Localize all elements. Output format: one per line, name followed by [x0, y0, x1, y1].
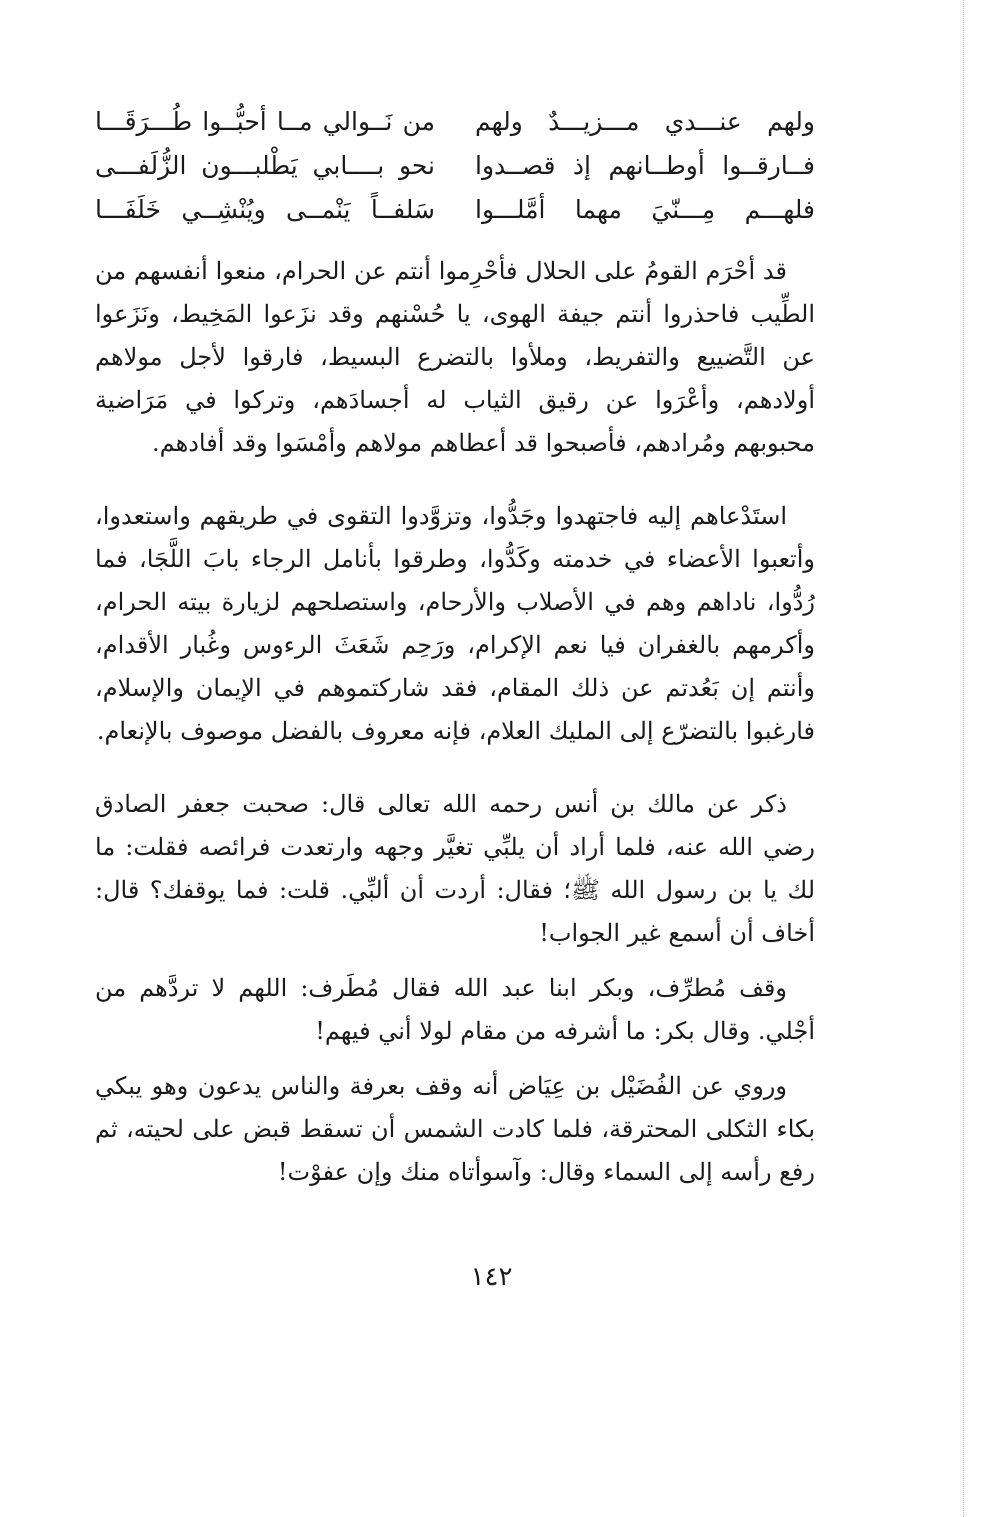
section-gap [95, 753, 815, 783]
page-number: ١٤٢ [470, 1262, 513, 1292]
section-gap [95, 1053, 815, 1065]
section-gap [95, 955, 815, 967]
paragraph-invitation: استَدْعاهم إليه فاجتهدوا وجَدُّوا، وتزوَّدوا التقوى في طريقهم واستعدوا، وأتعبوا الأعضاء في خدمته وكَدُّوا، وطرقوا بأنامل الرجاء بابَ اللَّجَا، فما رُدُّوا، ناداهم وهم في الأصلاب والأرحام، واستصلحهم لزيارة بيته الحرام، وأكرمهم بالغفران فيا نعم الإكرام، ورَحِم شَعَثَ الرءوس وغُبار الأقدام، وأنتم إن بَعُدتم عن ذلك المقام، فقد شاركتموهم في الإيمان والإسلام، فارغبوا بالتضرّع إلى المليك العلام، فإنه معروف بالفضل موصوف بالإنعام. [95, 502, 815, 745]
verse-2-first-hemistich: فــارقــوا أوطــانهم إذ قصــدوا [475, 151, 815, 180]
paragraph-fudayl: وروي عن الفُضَيْل بن عِيَاض أنه وقف بعرفة والناس يدعون وهو يبكي بكاء الثكلى المحترقة، فلما كادت الشمس أن تسقط قبض على لحيته، ثم رفع رأسه إلى السماء وقال: وآسوأتاه منك وإن عفوْت! [95, 1072, 815, 1186]
verse-3-first-hemistich: فلهـــم مِـــنّيَ مهما أمَّلـــوا [475, 195, 815, 224]
verse-1-second-hemistich: من نَــوالي مــا أحبُّــوا طُـــرَقَـــا [95, 107, 435, 136]
verse-2-second-hemistich: نحو بــــابي يَطْلبـــون الزُّلَفـــى [95, 151, 435, 180]
poem-verses [95, 100, 815, 232]
verse-3-second-hemistich: سَلفــاً يَنْمــى ويُنْشِــي خَلَفَـــا [95, 195, 435, 224]
section-gap [95, 465, 815, 495]
page-body [95, 100, 815, 1194]
paragraph-pilgrims-ihram: قد أحْرَم القومُ على الحلال فأحْرِموا أنتم عن الحرام، منعوا أنفسهم من الطِّيب فاحذروا أنتم جيفة الهوى، يا حُسْنهم وقد نزَعوا المَخِيط، ونَزَعوا عن التَّضييع والتفريط، وملأوا بالتضرع البسيط، فارقوا لأجل مولاهم أولادهم، وأعْرَوا عن رقيق الثياب له أجسادَهم، وتركوا في مَرَاضية محبوبهم ومُرادهم، فأصبحوا قد أعطاهم مولاهم وأمْسَوا وقد أفادهم. [95, 257, 815, 457]
paragraph-malik-jafar: ذكر عن مالك بن أنس رحمه الله تعالى قال: صحبت جعفر الصادق رضي الله عنه، فلما أراد أن يلبِّي تغيَّر وجهه وارتعدت فرائصه فقلت: ما لك يا بن رسول الله ﷺ؛ فقال: أردت أن ألبِّي. قلت: فما يوقفك؟ قال: أخاف أن أسمع غير الجواب! [95, 790, 815, 947]
paragraph-mutarrif-bakr: وقف مُطرِّف، وبكر ابنا عبد الله فقال مُطَرف: اللهم لا تردَّهم من أجْلي. وقال بكر: ما أشرفه من مقام لولا أني فيهم! [95, 974, 815, 1045]
verse-1-first-hemistich: ولهم عنـــدي مـــزيـــدٌ ولهم [475, 107, 815, 136]
